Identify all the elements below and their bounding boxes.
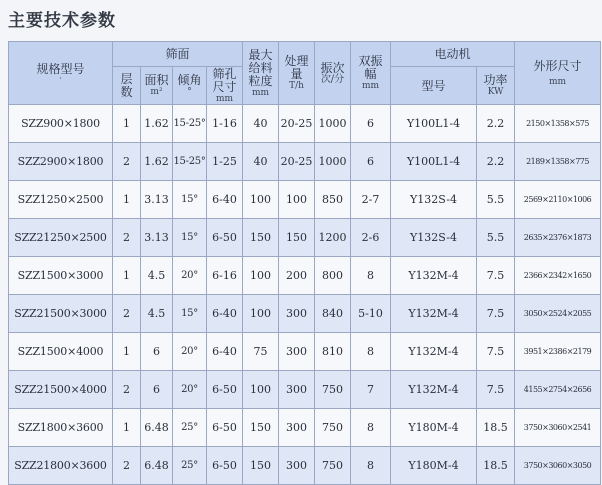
cell-amplitude: 2-6 (351, 219, 391, 257)
cell-motor-type: Y132M-4 (391, 257, 477, 295)
cell-capacity: 300 (279, 447, 315, 485)
cell-power: 18.5 (477, 409, 515, 447)
cell-vibration: 1000 (315, 143, 351, 181)
page-title: 主要技术参数 (8, 11, 116, 31)
cell-area: 1.62 (141, 143, 173, 181)
cell-angle: 20° (173, 333, 207, 371)
cell-capacity: 300 (279, 409, 315, 447)
cell-motor-type: Y100L1-4 (391, 143, 477, 181)
cell-model: SZZ21250×2500 (9, 219, 113, 257)
cell-dimensions: 2635×2376×1873 (515, 219, 601, 257)
cell-mesh-size: 6-50 (207, 447, 243, 485)
cell-motor-type: Y180M-4 (391, 409, 477, 447)
cell-amplitude: 5-10 (351, 295, 391, 333)
table-row (9, 409, 601, 447)
cell-capacity: 20-25 (279, 143, 315, 181)
cell-model: SZZ21500×4000 (9, 371, 113, 409)
cell-area: 3.13 (141, 219, 173, 257)
header-power: 功率 KW (477, 67, 515, 105)
cell-feed-size: 40 (243, 143, 279, 181)
cell-capacity: 100 (279, 181, 315, 219)
cell-layers: 2 (113, 219, 141, 257)
cell-feed-size: 100 (243, 295, 279, 333)
header-feed-size: 最大给料粒度 mm (243, 42, 279, 105)
cell-power: 7.5 (477, 371, 515, 409)
cell-area: 4.5 (141, 257, 173, 295)
cell-feed-size: 40 (243, 105, 279, 143)
header-motor-type: 型号 (391, 67, 477, 105)
table-row (9, 447, 601, 485)
cell-area: 6.48 (141, 409, 173, 447)
cell-angle: 15° (173, 295, 207, 333)
cell-model: SZZ21500×3000 (9, 295, 113, 333)
cell-capacity: 300 (279, 295, 315, 333)
cell-mesh-size: 1-16 (207, 105, 243, 143)
header-area: 面积 m² (141, 67, 173, 105)
cell-amplitude: 2-7 (351, 181, 391, 219)
header-capacity: 处理量 T/h (279, 42, 315, 105)
cell-model: SZZ2900×1800 (9, 143, 113, 181)
cell-model: SZZ1500×4000 (9, 333, 113, 371)
cell-vibration: 850 (315, 181, 351, 219)
cell-dimensions: 4155×2754×2656 (515, 371, 601, 409)
table-row (9, 181, 601, 219)
cell-capacity: 150 (279, 219, 315, 257)
cell-motor-type: Y132M-4 (391, 333, 477, 371)
table-row (9, 333, 601, 371)
cell-amplitude: 7 (351, 371, 391, 409)
cell-motor-type: Y132M-4 (391, 371, 477, 409)
table-row (9, 105, 601, 143)
cell-dimensions: 2150×1358×575 (515, 105, 601, 143)
cell-feed-size: 100 (243, 371, 279, 409)
cell-mesh-size: 6-50 (207, 371, 243, 409)
cell-area: 6 (141, 333, 173, 371)
cell-dimensions: 3750×3060×3050 (515, 447, 601, 485)
cell-power: 7.5 (477, 333, 515, 371)
cell-vibration: 750 (315, 371, 351, 409)
header-dimensions: 外形尺寸 mm (515, 42, 601, 105)
cell-power: 5.5 (477, 219, 515, 257)
cell-feed-size: 75 (243, 333, 279, 371)
cell-amplitude: 8 (351, 409, 391, 447)
cell-feed-size: 150 (243, 219, 279, 257)
cell-dimensions: 3050×2524×2055 (515, 295, 601, 333)
cell-dimensions: 2366×2342×1650 (515, 257, 601, 295)
cell-feed-size: 150 (243, 409, 279, 447)
table-row (9, 257, 601, 295)
cell-layers: 1 (113, 105, 141, 143)
cell-motor-type: Y100L1-4 (391, 105, 477, 143)
cell-model: SZZ1800×3600 (9, 409, 113, 447)
cell-vibration: 840 (315, 295, 351, 333)
cell-layers: 1 (113, 409, 141, 447)
cell-mesh-size: 6-40 (207, 181, 243, 219)
spec-table (8, 41, 601, 485)
cell-angle: 25° (173, 447, 207, 485)
header-angle: 倾角 ° (173, 67, 207, 105)
header-screen-group: 筛面 (113, 42, 243, 67)
cell-feed-size: 100 (243, 181, 279, 219)
cell-dimensions: 3750×3060×2541 (515, 409, 601, 447)
cell-area: 1.62 (141, 105, 173, 143)
cell-motor-type: Y132S-4 (391, 219, 477, 257)
cell-angle: 15° (173, 219, 207, 257)
cell-model: SZZ21800×3600 (9, 447, 113, 485)
cell-power: 7.5 (477, 295, 515, 333)
cell-power: 18.5 (477, 447, 515, 485)
header-layers: 层数 (113, 67, 141, 105)
cell-vibration: 1200 (315, 219, 351, 257)
table-row (9, 219, 601, 257)
cell-vibration: 800 (315, 257, 351, 295)
cell-mesh-size: 6-50 (207, 219, 243, 257)
cell-layers: 1 (113, 333, 141, 371)
cell-angle: 15-25° (173, 143, 207, 181)
cell-layers: 2 (113, 371, 141, 409)
header-vibration: 振次 次/分 (315, 42, 351, 105)
header-motor-group: 电动机 (391, 42, 515, 67)
cell-model: SZZ1250×2500 (9, 181, 113, 219)
cell-dimensions: 2189×1358×775 (515, 143, 601, 181)
table-row (9, 143, 601, 181)
cell-area: 4.5 (141, 295, 173, 333)
cell-mesh-size: 6-40 (207, 333, 243, 371)
cell-angle: 20° (173, 257, 207, 295)
cell-area: 6 (141, 371, 173, 409)
cell-power: 5.5 (477, 181, 515, 219)
cell-vibration: 1000 (315, 105, 351, 143)
cell-layers: 2 (113, 295, 141, 333)
cell-layers: 2 (113, 447, 141, 485)
cell-amplitude: 8 (351, 333, 391, 371)
cell-mesh-size: 6-16 (207, 257, 243, 295)
cell-power: 2.2 (477, 105, 515, 143)
cell-area: 6.48 (141, 447, 173, 485)
cell-area: 3.13 (141, 181, 173, 219)
cell-mesh-size: 6-50 (207, 409, 243, 447)
cell-motor-type: Y132M-4 (391, 295, 477, 333)
cell-angle: 15-25° (173, 105, 207, 143)
cell-mesh-size: 1-25 (207, 143, 243, 181)
cell-model: SZZ900×1800 (9, 105, 113, 143)
cell-angle: 25° (173, 409, 207, 447)
cell-layers: 1 (113, 257, 141, 295)
cell-layers: 2 (113, 143, 141, 181)
cell-vibration: 810 (315, 333, 351, 371)
cell-angle: 15° (173, 181, 207, 219)
cell-dimensions: 3951×2386×2179 (515, 333, 601, 371)
cell-motor-type: Y132S-4 (391, 181, 477, 219)
cell-vibration: 750 (315, 409, 351, 447)
cell-vibration: 750 (315, 447, 351, 485)
cell-capacity: 300 (279, 371, 315, 409)
cell-power: 2.2 (477, 143, 515, 181)
cell-mesh-size: 6-40 (207, 295, 243, 333)
cell-capacity: 300 (279, 333, 315, 371)
cell-layers: 1 (113, 181, 141, 219)
cell-motor-type: Y180M-4 (391, 447, 477, 485)
table-row (9, 371, 601, 409)
cell-amplitude: 6 (351, 143, 391, 181)
cell-model: SZZ1500×3000 (9, 257, 113, 295)
cell-feed-size: 100 (243, 257, 279, 295)
cell-amplitude: 6 (351, 105, 391, 143)
cell-dimensions: 2569×2110×1006 (515, 181, 601, 219)
cell-capacity: 200 (279, 257, 315, 295)
cell-amplitude: 8 (351, 257, 391, 295)
header-amplitude: 双振幅 mm (351, 42, 391, 105)
table-row (9, 295, 601, 333)
cell-amplitude: 8 (351, 447, 391, 485)
cell-feed-size: 150 (243, 447, 279, 485)
cell-power: 7.5 (477, 257, 515, 295)
header-model: 规格型号 · (9, 42, 113, 105)
header-mesh-size: 筛孔尺寸 mm (207, 67, 243, 105)
cell-angle: 20° (173, 371, 207, 409)
cell-capacity: 20-25 (279, 105, 315, 143)
